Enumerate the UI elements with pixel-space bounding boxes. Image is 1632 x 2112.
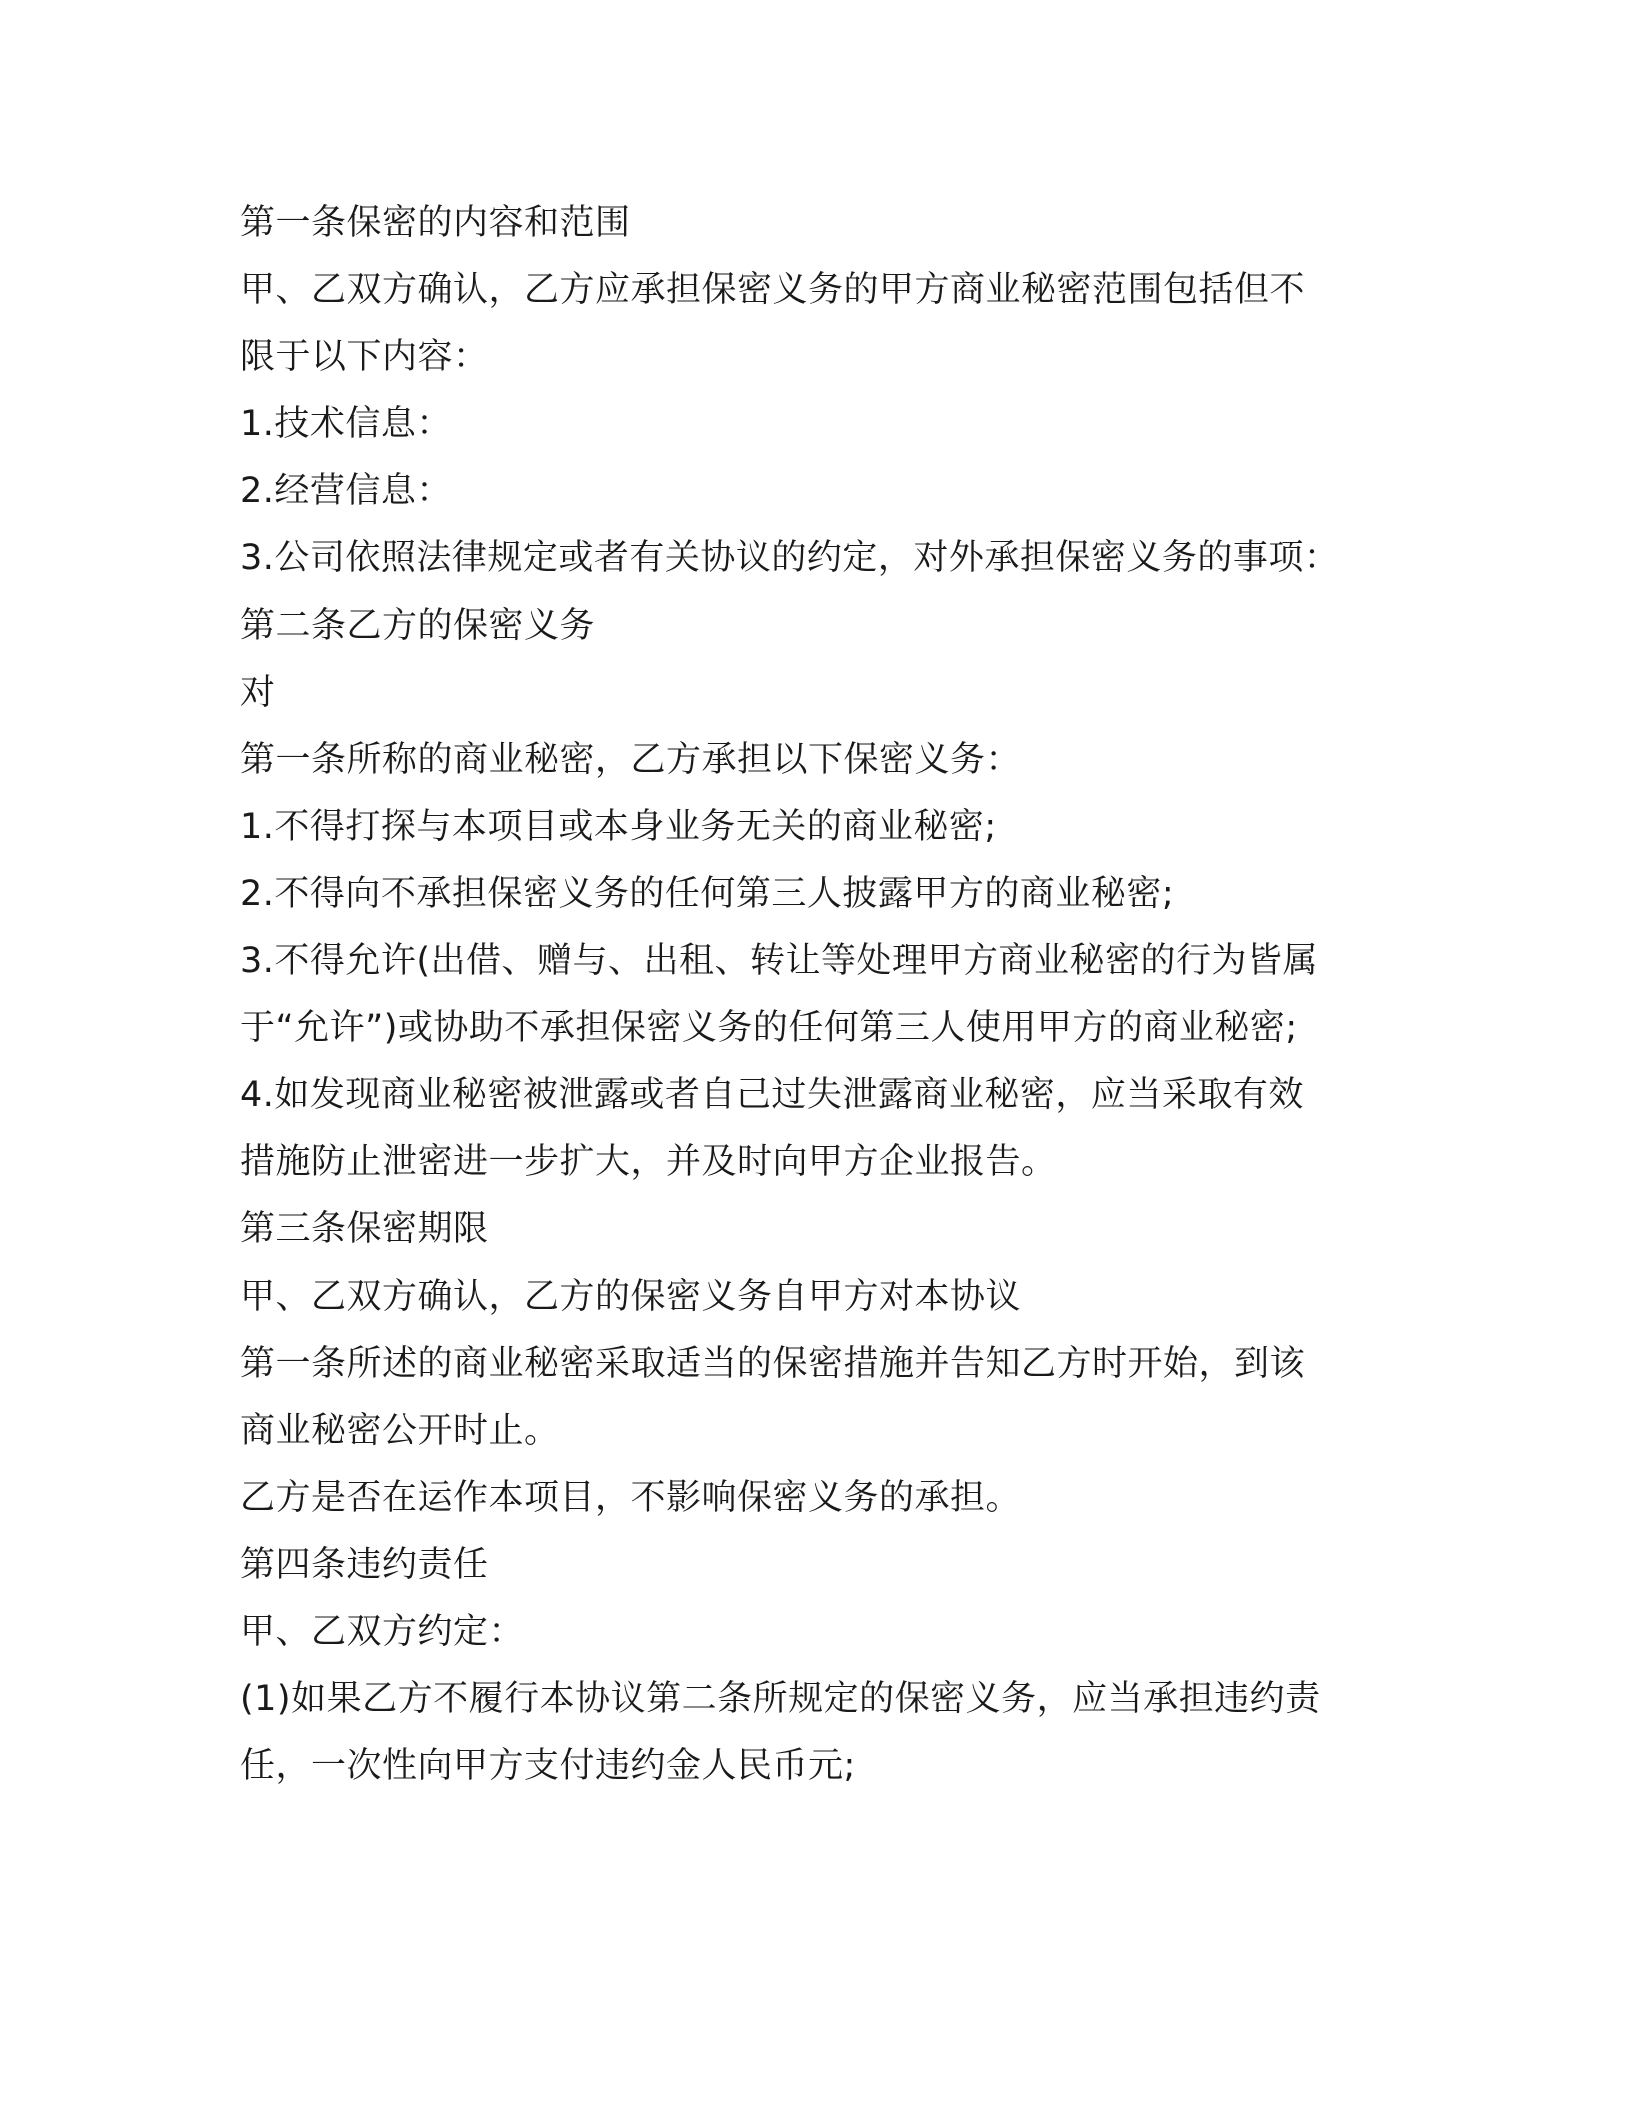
list-item: 4.如发现商业秘密被泄露或者自己过失泄露商业秘密，应当采取有效 [240,1075,1304,1116]
list-item: 2.经营信息： [240,471,452,512]
paragraph-line: 对 [240,672,276,713]
section-heading-2: 第二条乙方的保密义务 [240,605,596,646]
list-item: 3.公司依照法律规定或者有关协议的约定，对外承担保密义务的事项： [240,538,1340,579]
list-item: 3.不得允许(出借、赠与、出租、转让等处理甲方商业秘密的行为皆属 [240,941,1319,982]
paragraph-line: 于“允许”)或协助不承担保密义务的任何第三人使用甲方的商业秘密; [240,1008,1298,1049]
section-heading-1: 第一条保密的内容和范围 [240,203,631,243]
section-heading-4: 第四条违约责任 [240,1544,489,1585]
document-body [240,190,1390,1800]
paragraph-line: 甲、乙双方确认，乙方应承担保密义务的甲方商业秘密范围包括但不 [240,270,1306,311]
list-item: (1)如果乙方不履行本协议第二条所规定的保密义务，应当承担违约责 [240,1679,1321,1720]
paragraph-line: 限于以下内容： [240,337,489,378]
list-item: 1.技术信息： [240,404,452,445]
paragraph-line: 乙方是否在运作本项目，不影响保密义务的承担。 [240,1477,1022,1518]
list-item: 2.不得向不承担保密义务的任何第三人披露甲方的商业秘密; [240,873,1175,914]
paragraph-line: 甲、乙双方确认，乙方的保密义务自甲方对本协议 [240,1276,1022,1317]
paragraph-line: 措施防止泄密进一步扩大，并及时向甲方企业报告。 [240,1142,1057,1183]
list-item: 1.不得打探与本项目或本身业务无关的商业秘密; [240,806,997,847]
paragraph-line: 甲、乙双方约定： [240,1611,525,1652]
paragraph-line: 第一条所称的商业秘密，乙方承担以下保密义务： [240,739,1022,780]
section-heading-3: 第三条保密期限 [240,1209,489,1250]
paragraph-line: 商业秘密公开时止。 [240,1410,560,1451]
paragraph-line: 第一条所述的商业秘密采取适当的保密措施并告知乙方时开始，到该 [240,1343,1306,1384]
paragraph-line: 任，一次性向甲方支付违约金人民币元; [240,1746,856,1787]
